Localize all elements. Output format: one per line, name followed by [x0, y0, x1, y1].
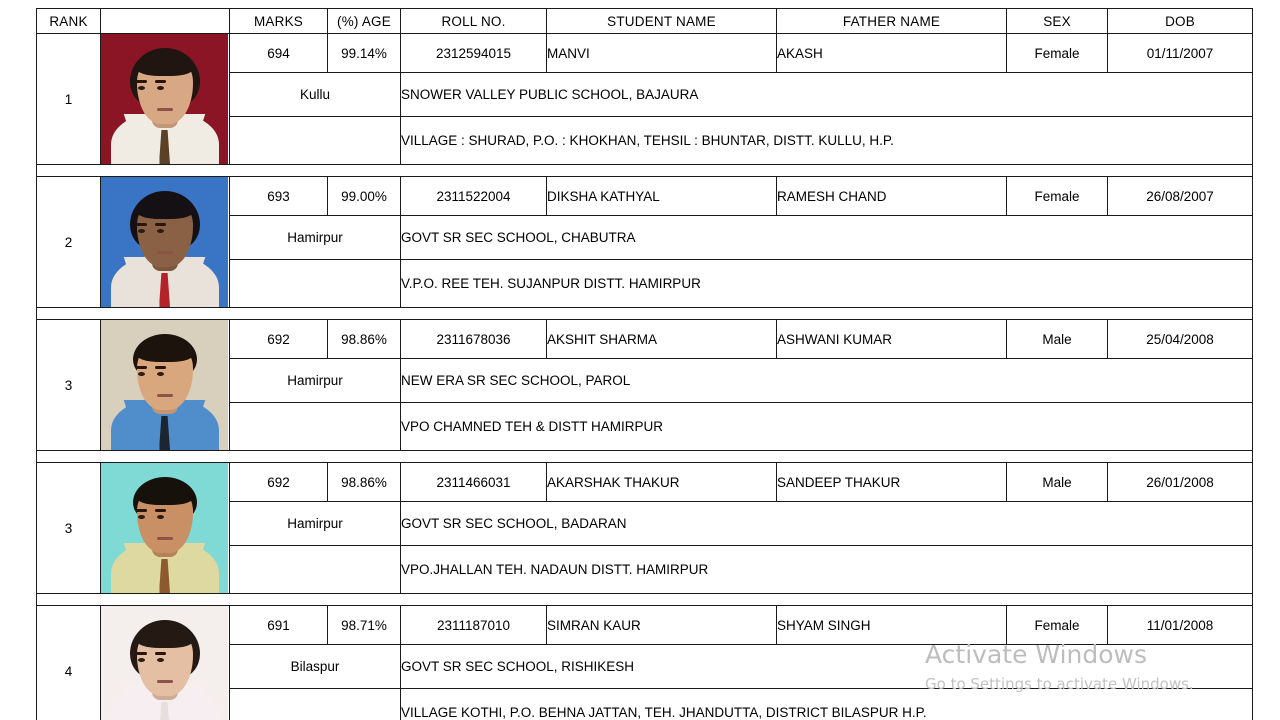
- student-photo-cell: [101, 606, 230, 720]
- student-photo-cell: [101, 34, 230, 165]
- photo-mouth: [157, 394, 173, 397]
- merit-list-table: [36, 8, 1253, 720]
- student-name-cell: DIKSHA KATHYAL: [547, 177, 777, 216]
- student-name-cell: AKSHIT SHARMA: [547, 320, 777, 359]
- photo-eye-right: [157, 229, 164, 233]
- rank-cell: 2: [37, 177, 101, 308]
- photo-brow-left: [136, 509, 147, 512]
- photo-brow-right: [155, 80, 166, 83]
- photo-mouth: [157, 108, 173, 111]
- photo-mouth: [157, 537, 173, 540]
- row-gap: [37, 451, 1253, 463]
- row-gap: [37, 165, 1253, 177]
- sex-cell: Male: [1007, 463, 1108, 502]
- photo-eye-right: [157, 86, 164, 90]
- marks-cell: 692: [230, 463, 328, 502]
- header-sex: SEX: [1007, 9, 1108, 34]
- photo-brow-left: [136, 80, 147, 83]
- address-cell: VPO.JHALLAN TEH. NADAUN DISTT. HAMIRPUR: [401, 546, 1253, 594]
- header-rank: RANK: [37, 9, 101, 34]
- student-photo: [101, 463, 228, 593]
- district-cell: Hamirpur: [230, 216, 401, 260]
- photo-mouth: [157, 680, 173, 683]
- photo-brow-left: [136, 223, 147, 226]
- dob-cell: 11/01/2008: [1108, 606, 1253, 645]
- percent-age-cell: 98.86%: [328, 320, 401, 359]
- dob-cell: 26/08/2007: [1108, 177, 1253, 216]
- address-cell: V.P.O. REE TEH. SUJANPUR DISTT. HAMIRPUR: [401, 260, 1253, 308]
- roll-no-cell: 2311678036: [401, 320, 547, 359]
- row-gap: [37, 308, 1253, 320]
- photo-brow-left: [136, 366, 147, 369]
- header-father-name: FATHER NAME: [777, 9, 1007, 34]
- student-photo: [101, 320, 228, 450]
- rank-cell: 4: [37, 606, 101, 720]
- empty-cell: [230, 689, 401, 720]
- photo-eye-left: [138, 229, 145, 233]
- marks-cell: 692: [230, 320, 328, 359]
- student-photo: [101, 606, 228, 720]
- table-row[interactable]: [37, 34, 1253, 73]
- student-name-cell: AKARSHAK THAKUR: [547, 463, 777, 502]
- header-photo: [101, 9, 230, 34]
- photo-eye-left: [138, 515, 145, 519]
- percent-age-cell: 99.00%: [328, 177, 401, 216]
- student-photo-cell: [101, 320, 230, 451]
- photo-brow-left: [136, 652, 147, 655]
- rank-cell: 3: [37, 463, 101, 594]
- photo-eye-right: [157, 372, 164, 376]
- percent-age-cell: 99.14%: [328, 34, 401, 73]
- photo-brow-right: [155, 652, 166, 655]
- district-cell: Hamirpur: [230, 359, 401, 403]
- photo-brow-right: [155, 509, 166, 512]
- address-cell: VPO CHAMNED TEH & DISTT HAMIRPUR: [401, 403, 1253, 451]
- watermark-title: Activate Windows: [925, 640, 1147, 669]
- marks-cell: 693: [230, 177, 328, 216]
- father-name-cell: ASHWANI KUMAR: [777, 320, 1007, 359]
- father-name-cell: SANDEEP THAKUR: [777, 463, 1007, 502]
- merit-list-sheet: [36, 8, 1252, 720]
- marks-cell: 691: [230, 606, 328, 645]
- table-row[interactable]: [37, 177, 1253, 216]
- father-name-cell: SHYAM SINGH: [777, 606, 1007, 645]
- father-name-cell: RAMESH CHAND: [777, 177, 1007, 216]
- school-name-cell: SNOWER VALLEY PUBLIC SCHOOL, BAJAURA: [401, 73, 1253, 117]
- empty-cell: [230, 117, 401, 165]
- table-row[interactable]: [37, 463, 1253, 502]
- student-photo-cell: [101, 177, 230, 308]
- dob-cell: 01/11/2007: [1108, 34, 1253, 73]
- watermark-subtitle: Go to Settings to activate Windows.: [925, 675, 1194, 693]
- percent-age-cell: 98.86%: [328, 463, 401, 502]
- header-dob: DOB: [1108, 9, 1253, 34]
- photo-mouth: [157, 251, 173, 254]
- district-cell: Bilaspur: [230, 645, 401, 689]
- sex-cell: Female: [1007, 177, 1108, 216]
- address-cell: VILLAGE : SHURAD, P.O. : KHOKHAN, TEHSIL : BHUNTAR, DISTT. KULLU, H.P.: [401, 117, 1253, 165]
- table-row[interactable]: [37, 320, 1253, 359]
- roll-no-cell: 2312594015: [401, 34, 547, 73]
- school-name-cell: GOVT SR SEC SCHOOL, BADARAN: [401, 502, 1253, 546]
- father-name-cell: AKASH: [777, 34, 1007, 73]
- roll-no-cell: 2311187010: [401, 606, 547, 645]
- photo-eye-left: [138, 372, 145, 376]
- roll-no-cell: 2311466031: [401, 463, 547, 502]
- empty-cell: [230, 403, 401, 451]
- roll-no-cell: 2311522004: [401, 177, 547, 216]
- header-student-name: STUDENT NAME: [547, 9, 777, 34]
- header-marks: MARKS: [230, 9, 328, 34]
- student-photo: [101, 177, 228, 307]
- photo-eye-right: [157, 658, 164, 662]
- district-cell: Hamirpur: [230, 502, 401, 546]
- marks-cell: 694: [230, 34, 328, 73]
- rank-cell: 1: [37, 34, 101, 165]
- photo-eye-left: [138, 86, 145, 90]
- school-name-cell: GOVT SR SEC SCHOOL, RISHIKESH: [401, 645, 1253, 689]
- dob-cell: 26/01/2008: [1108, 463, 1253, 502]
- school-name-cell: NEW ERA SR SEC SCHOOL, PAROL: [401, 359, 1253, 403]
- sex-cell: Female: [1007, 606, 1108, 645]
- row-gap: [37, 594, 1253, 606]
- photo-brow-right: [155, 223, 166, 226]
- table-row[interactable]: [37, 606, 1253, 645]
- sex-cell: Male: [1007, 320, 1108, 359]
- school-name-cell: GOVT SR SEC SCHOOL, CHABUTRA: [401, 216, 1253, 260]
- dob-cell: 25/04/2008: [1108, 320, 1253, 359]
- student-photo: [101, 34, 228, 164]
- header-roll: ROLL NO.: [401, 9, 547, 34]
- address-cell: VILLAGE KOTHI, P.O. BEHNA JATTAN, TEH. JHANDUTTA, DISTRICT BILASPUR H.P.: [401, 689, 1253, 720]
- table-header-row: [37, 9, 1253, 34]
- photo-eye-left: [138, 658, 145, 662]
- empty-cell: [230, 260, 401, 308]
- sex-cell: Female: [1007, 34, 1108, 73]
- header-age: (%) AGE: [328, 9, 401, 34]
- empty-cell: [230, 546, 401, 594]
- photo-brow-right: [155, 366, 166, 369]
- district-cell: Kullu: [230, 73, 401, 117]
- merit-list-body: [37, 9, 1253, 720]
- photo-eye-right: [157, 515, 164, 519]
- percent-age-cell: 98.71%: [328, 606, 401, 645]
- student-name-cell: MANVI: [547, 34, 777, 73]
- student-name-cell: SIMRAN KAUR: [547, 606, 777, 645]
- rank-cell: 3: [37, 320, 101, 451]
- student-photo-cell: [101, 463, 230, 594]
